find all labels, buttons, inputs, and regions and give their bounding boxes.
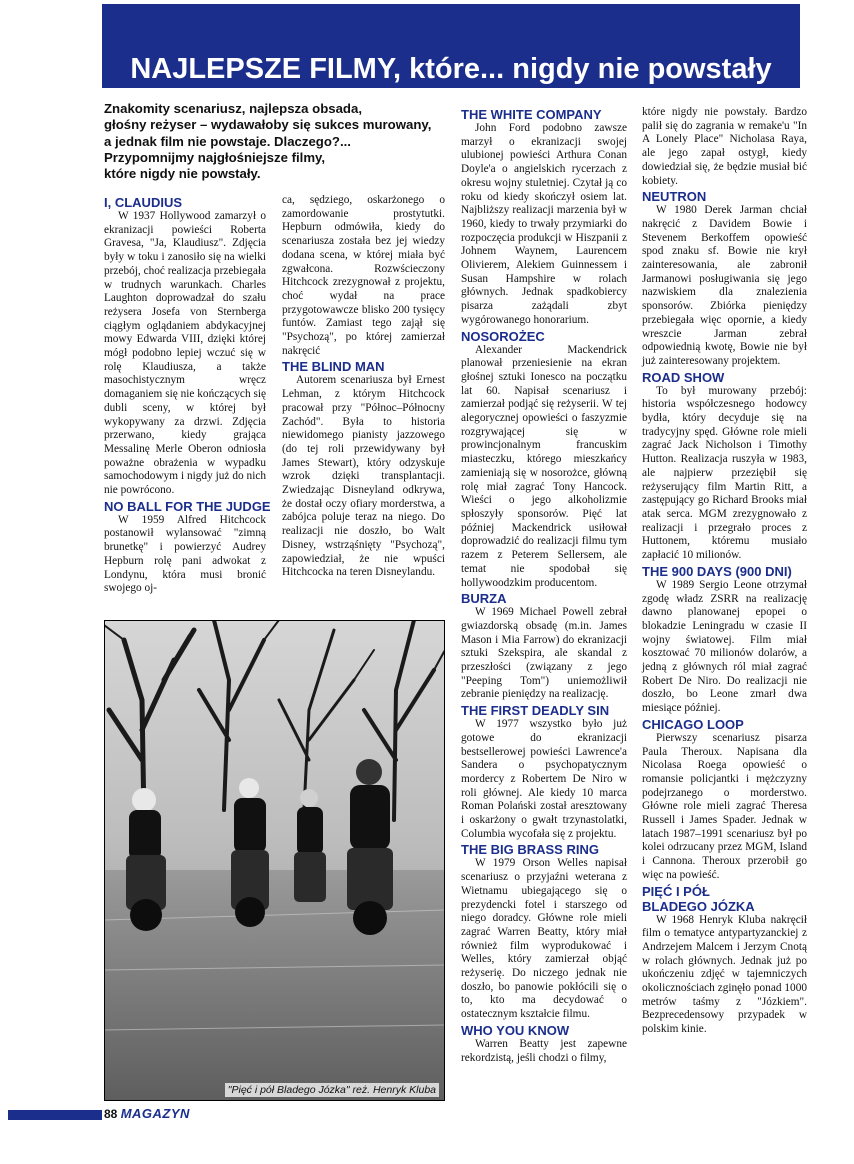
article-paragraph: Autorem scenariusza był Ernest Lehman, z którym Hitchcock pracował przy "Północ–Północny Zachód". Była to historia niewidomego pianisty jazzowego (do tej roli przewidywany był James Stewart), który odzyskuje wzrok dzięki transplantacji. Zwiedzając Disneyland odkrywa, że dostał oczy ofiary morderstwa, a zabójca poluje teraz na niego. Do realizacji nie doszło, bo Walt Disney, wstrząśnięty "Psychozą", zapowiedział, że nie wpuści Hitchcocka na teren Disneylandu. (282, 374, 445, 579)
column-4 (642, 106, 807, 1037)
section-heading: PIĘĆ I PÓŁ (642, 883, 710, 899)
section-heading: THE BLIND MAN (282, 359, 385, 375)
lead-line: Znakomity scenariusz, najlepsza obsada, (104, 101, 362, 116)
section-heading: THE FIRST DEADLY SIN (461, 703, 610, 719)
article-paragraph: W 1980 Derek Jarman chciał nakręcić z Davidem Bowie i Stevenem Berkoffem opowieść spod znaku sf. Bowie nie krył zainteresowania, ale zabronił Jarmanowi posługiwania się jego nazwiskiem dla znalezienia sponsorów. Zbiórka pieniędzy przebiegała więc opornie, a kiedy wreszcie Jarman zebrał odpowiednią kwotę, Bowie nie był już zainteresowany projektem. (642, 204, 807, 367)
column-1 (104, 194, 271, 596)
lead-paragraph (104, 101, 449, 182)
section-heading: NEUTRON (642, 189, 707, 205)
section-heading: THE BIG BRASS RING (461, 842, 599, 858)
article-paragraph: Warren Beatty jest zapewne rekordzistą, jeśli chodzi o filmy, (461, 1037, 627, 1064)
lead-line: a jednak film nie powstaje. Dlaczego?... (104, 133, 351, 149)
article-paragraph: które nigdy nie powstały. Bardzo palił się do zagrania w remake'u "In A Lonely Place" Nicholasa Raya, ale jego zapał ostygł, kiedy dowiedział się, że będzie musiał bić kobiety. (642, 106, 807, 187)
article-paragraph: W 1969 Michael Powell zebrał gwiazdorską obsadę (m.in. James Mason i Mia Farrow) do ekranizacji sztuki Szekspira, ale skandal z przeszłości (związany z jego "Peeping Tom") uniemożliwił zebranie pieniędzy na realizację. (461, 606, 627, 701)
section-heading: BLADEGO JÓZKA (642, 898, 755, 914)
article-paragraph: W 1968 Henryk Kluba nakręcił film o tematyce antypartyzanckiej z Andrzejem Malcem i Jerzym Cnotą w rolach głównych. Jednak już po ukończeniu zdjęć w tajemniczych okolicznościach zginęło ponad 1000 metrów taśmy z "Józkiem". Bezprecedensowy przypadek w polskim kinie. (642, 913, 807, 1036)
section-heading: I, CLAUDIUS (104, 195, 182, 210)
article-paragraph: W 1937 Hollywood zamarzył o ekranizacji powieści Roberta Gravesa, "Ja, Klaudiusz". Zdjęcia były w toku i zanosiło się na wielki przebój, choć realizacja przebiegała w trudnych warunkach. Charles Laughton doprowadzał do szału reżysera Josefa von Sternberga ciągłym oglądaniem abdykacyjnej mowy Edwarda VIII, dzięki której mógł podobno lepiej wczuć się w rolę Klaudiusza, a także masochistycznym wręcz domaganiem się nie kończących się dubli sceny, w której był wykopywany za drzwi. Zdjęcia przerwano, kiedy grająca Messalinę Merle Oberon odniosła poważne obrażenia w wypadku samochodowym i nigdy już do nich nie powrócono. (104, 210, 266, 497)
article-paragraph: John Ford podobno zawsze marzył o ekranizacji swojej ulubionej powieści Arthura Conan Doyle'a o angielskich rycerzach z okresu wojny stuletniej. Czytał ją co roku od kiedy skończył osiem lat. Najbliższy realizacji marzenia był w 1960, kiedy to trwały przymiarki do rozpoczęcia produkcji w Hiszpanii z Johnem Waynem, Laurencem Olivierem, Alekiem Guinnessem i Susan Hampshire w rolach głównych. Jednak spadkobiercy pisarza zażądali zbyt wygórowanego honorarium. (461, 122, 627, 326)
article-paragraph: W 1959 Alfred Hitchcock postanowił wylansować "zimną brunetkę" i powierzyć Audrey Hepburn rolę pani adwokat z Londynu, która musi bronić swojego oj- (104, 513, 266, 595)
article-paragraph: W 1989 Sergio Leone otrzymał zgodę władz ZSRR na realizację dawno planowanej epopei o blokadzie Leningradu w czasie II wojny światowej. Film miał kosztować 70 milionów dolarów, a jedną z głównych ról miał zagrać Robert De Niro. Do realizacji nie doszło, bo Leone zmarł dwa miesiące później. (642, 578, 807, 715)
photo-caption: "Pięć i pół Bladego Józka" reż. Henryk Kluba (225, 1083, 439, 1097)
section-heading: NOSOROŻEC (461, 328, 545, 344)
motorcyclists-illustration (104, 620, 445, 1101)
article-paragraph: ca, sędziego, oskarżonego o zamordowanie prostytutki. Hepburn odmówiła, kiedy do scenariusza została bez jej wiedzy dodana scena, w której miała być zgwałcona. Rozwścieczony Hitchcock zrezygnował z projektu, choć wydał na prace przygotowawcze blisko 200 tysięcy funtów. Zamiast tego zajął się "Psychozą", po której zamierzał nakręcić (282, 194, 445, 357)
article-paragraph: Pierwszy scenariusz pisarza Paula Theroux. Napisana dla Nicolasa Roega opowieść o romansie policjantki i mężczyzny podejrzanego o morderstwo. Główne role mieli zagrać Theresa Russell i James Spader. Jednak w latach 1987–1991 scenariusz był po kolei odrzucany przez MGM, Island i Cannona. Theroux przerobił go więc na powieść. (642, 731, 807, 881)
section-heading: THE WHITE COMPANY (461, 107, 602, 122)
section-heading: BURZA (461, 591, 507, 607)
section-heading: ROAD SHOW (642, 369, 725, 385)
article-paragraph: Alexander Mackendrick planował przeniesienie na ekran głośnej sztuki Ionesco na początku lat 60. Napisał scenariusz i zamierzał podjąć się reżyserii. W tej alegorycznej opowieści o faszyzmie rozgrywającej się w prowincjonalnym francuskim miasteczku, którego mieszkańcy zamieniają się w nosorożce, główną rolę miał zagrać Tony Hancock. Wieści o jego alkoholizmie spłoszyły sponsorów. Pięć lat później Mackendrick usiłował doprowadzić do realizacji filmu tym razem z Peterem Sellersem, ale temat nie spodobał się hollywoodzkim producentom. (461, 343, 627, 589)
section-heading: NO BALL FOR THE JUDGE (104, 498, 271, 514)
section-heading: THE 900 DAYS (900 DNI) (642, 563, 792, 579)
magazine-name: MAGAZYN (120, 1106, 190, 1121)
article-paragraph: W 1977 wszystko było już gotowe do ekranizacji bestsellerowej powieści Lawrence'a Sandera o psychopatycznym mordercy z Robertem De Niro w roli głównej. Ale kiedy 10 marca Roman Polański został aresztowany i oskarżony o gwałt trzynastolatki, Columbia wycofała się z projektu. (461, 718, 627, 840)
lead-line: które nigdy nie powstały. (104, 166, 261, 182)
section-heading: WHO YOU KNOW (461, 1022, 570, 1038)
column-2 (282, 194, 445, 580)
page-number: 88 (104, 1107, 118, 1121)
title-banner (102, 4, 800, 88)
footer-bar (8, 1110, 102, 1120)
article-paragraph: To był murowany przebój: historia współczesnego hodowcy bydła, który decyduje się na tradycyjny spęd. Główne role mieli zagrać Jack Nicholson i Timothy Hutton. Realizacja ruszyła w 1983, ale najpierw przeziębił się reżyserujący film Martin Ritt, a zastępujący go Richard Brooks miał atak serca. MGM zrezygnowało z realizacji i przegrało proces z Huttonem, któremu musiało zapłacić 10 milionów. (642, 384, 807, 562)
film-still-photo (104, 620, 445, 1101)
page-footer (104, 1106, 190, 1121)
column-3 (461, 106, 627, 1065)
lead-line: głośny reżyser – wydawałoby się sukces murowany, (104, 117, 432, 133)
section-heading: CHICAGO LOOP (642, 716, 744, 732)
page-title: NAJLEPSZE FILMY, które... nigdy nie powstały (130, 53, 772, 85)
article-paragraph: W 1979 Orson Welles napisał scenariusz o przyjaźni weterana z Wietnamu ubiegającego się o prezydencki fotel i starszego od niego doradcy. Główne role mieli zagrać Warren Beatty, który miał również film wyprodukować i Welles, który zamierzał objąć reżyserię. Do niczego jednak nie doszło, bo panowie pokłócili się o to, kto ma decydować o ostatecznym kształcie filmu. (461, 857, 627, 1021)
lead-line: Przypomnijmy najgłośniejsze filmy, (104, 149, 326, 165)
